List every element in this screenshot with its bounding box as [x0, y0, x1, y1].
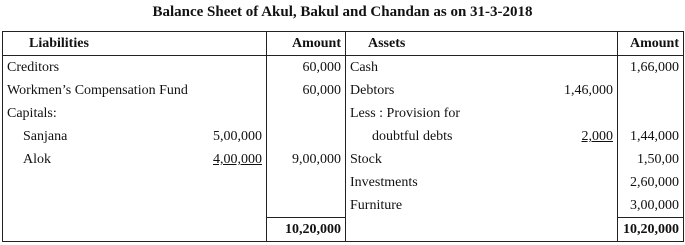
- asset-amount: 1,66,000: [630, 60, 679, 75]
- table-row: [3, 148, 684, 171]
- total-spacer-right: [346, 218, 618, 242]
- table-row: [3, 171, 684, 194]
- total-spacer-left: [3, 218, 267, 242]
- page-title: Balance Sheet of Akul, Bakul and Chandan as on 31-3-2018: [152, 4, 533, 20]
- asset-label: Investments: [346, 171, 618, 194]
- liability-label: Sanjana: [23, 129, 68, 144]
- total-right: 10,20,000: [618, 218, 684, 242]
- liability-amount: [267, 102, 346, 125]
- header-amount-right: Amount: [618, 32, 684, 56]
- header-amount-left: Amount: [267, 32, 346, 56]
- total-left: 10,20,000: [267, 218, 346, 242]
- liability-label: Workmen’s Compensation Fund: [3, 79, 267, 102]
- balance-sheet-table: [2, 31, 684, 242]
- liability-label: [3, 171, 267, 194]
- liability-amount: [267, 194, 346, 218]
- asset-label: Less : Provision for: [346, 102, 618, 125]
- asset-amount: 1,50,00: [637, 152, 679, 167]
- liability-amount: 60,000: [267, 79, 346, 102]
- liability-sub-amount: 5,00,000: [203, 125, 267, 148]
- asset-amount: 1,44,000: [630, 129, 679, 144]
- table-row: [3, 125, 684, 148]
- asset-amount: 3,00,000: [630, 198, 679, 213]
- asset-sub-amount: [516, 56, 618, 80]
- liability-sub-amount: [203, 102, 267, 125]
- liability-amount: [267, 171, 346, 194]
- table-row: [3, 79, 684, 102]
- asset-amount: [618, 79, 684, 102]
- liability-label: Creditors: [7, 60, 60, 75]
- asset-sub-amount-value: 2,000: [581, 129, 613, 144]
- liability-label: [3, 194, 267, 218]
- header-row: [3, 32, 684, 56]
- liability-sub-amount: [203, 148, 267, 171]
- table-row: [3, 56, 684, 80]
- asset-sub-amount: [516, 125, 618, 148]
- asset-amount: 2,60,000: [630, 175, 679, 190]
- header-assets: Assets: [346, 32, 618, 56]
- header-liabilities: Liabilities: [3, 32, 267, 56]
- liability-sub-amount: [203, 56, 267, 80]
- liability-amount: 60,000: [267, 56, 346, 80]
- asset-label: Stock: [346, 148, 618, 171]
- liability-label: Capitals:: [7, 106, 57, 121]
- asset-label: Furniture: [346, 194, 618, 218]
- asset-label: Debtors: [350, 83, 395, 98]
- liability-label: Alok: [23, 152, 51, 167]
- liability-amount: 9,00,000: [267, 148, 346, 171]
- table-row: [3, 102, 684, 125]
- asset-label: doubtful debts: [372, 129, 453, 144]
- asset-amount: [618, 102, 684, 125]
- total-row: [3, 218, 684, 242]
- asset-label: Cash: [350, 60, 378, 75]
- liability-amount: [267, 125, 346, 148]
- liability-sub-amount-value: 4,00,000: [213, 152, 262, 167]
- asset-sub-amount: 1,46,000: [516, 79, 618, 102]
- table-row: [3, 194, 684, 218]
